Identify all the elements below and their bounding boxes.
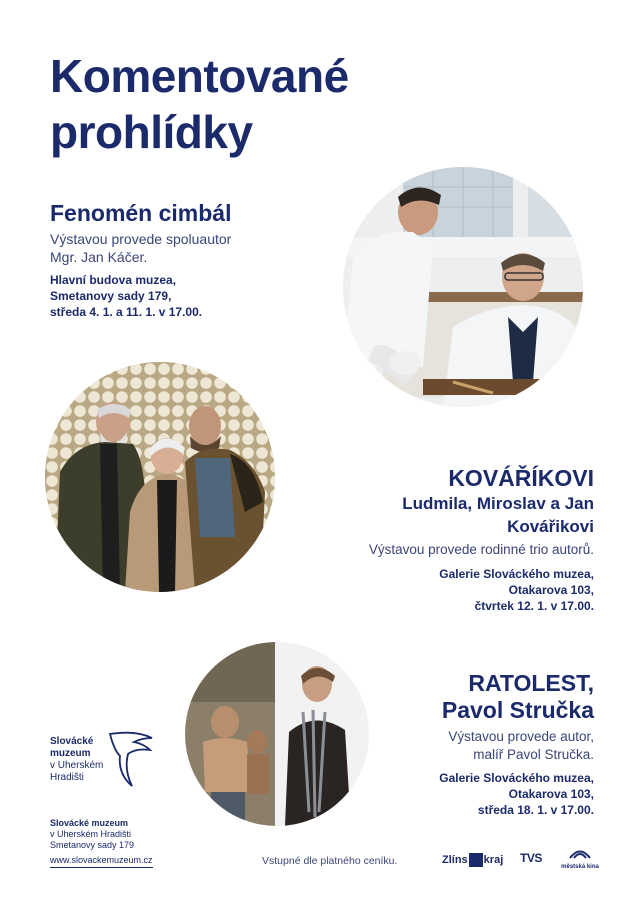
place-line: Otakarova 103, [508, 583, 594, 597]
logo-line: muzeum [50, 748, 91, 759]
event-heading: Fenomén cimbál [50, 200, 232, 226]
page-title [50, 48, 349, 160]
logo-line: v Uherském [50, 760, 104, 771]
place-line: středa 18. 1. v 17.00. [477, 803, 594, 817]
museum-logo [50, 736, 160, 784]
zlin-text: Zlíns [442, 854, 468, 866]
sponsor-tvs: TVS [520, 851, 542, 865]
sponsor-zlin-kraj [442, 850, 503, 870]
address-line: v Uherském Hradišti [50, 829, 132, 839]
place-line: Smetanovy sady 179, [50, 289, 172, 303]
zlin-square-icon [469, 853, 483, 867]
photo-ratolest [185, 642, 369, 826]
photo-kovarikovi-image [45, 362, 275, 592]
desc-line: malíř Pavol Stručka. [473, 747, 594, 762]
event-fenomen-cimbal [50, 198, 340, 320]
event-heading: KOVÁŘÍKOVI [448, 465, 594, 491]
sponsor-mestska-kina [560, 846, 600, 871]
event-ratolest [370, 670, 594, 818]
desc-line: Výstavou provede autor, [448, 729, 594, 744]
place-line: Hlavní budova muzea, [50, 273, 177, 287]
place-line: Otakarova 103, [508, 787, 594, 801]
event-kovarikovi [270, 464, 594, 614]
event-subheading: Kovářikovi [507, 517, 594, 536]
event-heading: RATOLEST, [468, 670, 594, 696]
title-line-2: prohlídky [50, 106, 253, 158]
kraj-text: kraj [483, 854, 504, 866]
event-subheading: Ludmila, Miroslav a Jan [402, 494, 594, 513]
kino-arc-icon [568, 847, 592, 859]
logo-line: Hradišti [50, 772, 84, 783]
photo-cimbal-workshop [343, 167, 583, 407]
desc-line: Výstavou provede spoluautor [50, 231, 232, 247]
photo-cimbal-workshop-image [343, 167, 583, 407]
museum-address [50, 818, 134, 851]
place-line: Galerie Slováckého muzea, [439, 771, 594, 785]
event-place [270, 566, 594, 614]
event-description [370, 728, 594, 764]
place-line: středa 4. 1. a 11. 1. v 17.00. [50, 305, 203, 319]
place-line: čtvrtek 12. 1. v 17.00. [474, 599, 594, 613]
kino-text: městská kina [561, 864, 599, 870]
event-description [50, 230, 340, 266]
website-link[interactable]: www.slovackemuzeum.cz [50, 855, 153, 868]
address-line: Slovácké muzeum [50, 818, 129, 828]
photo-ratolest-image [185, 642, 369, 826]
title-line-1: Komentované [50, 50, 349, 102]
event-heading: Pavol Stručka [441, 697, 594, 723]
logo-line: Slovácké [50, 736, 94, 747]
event-description: Výstavou provede rodinné trio autorů. [368, 542, 594, 557]
address-line: Smetanovy sady 179 [50, 840, 135, 850]
museum-logo-mark-icon [106, 730, 156, 790]
event-place [50, 272, 340, 320]
event-place [370, 770, 594, 818]
admission-note: Vstupné dle platného ceníku. [262, 855, 398, 867]
desc-line: Mgr. Jan Káčer. [50, 249, 148, 265]
place-line: Galerie Slováckého muzea, [439, 567, 594, 581]
photo-kovarikovi-family [45, 362, 275, 592]
